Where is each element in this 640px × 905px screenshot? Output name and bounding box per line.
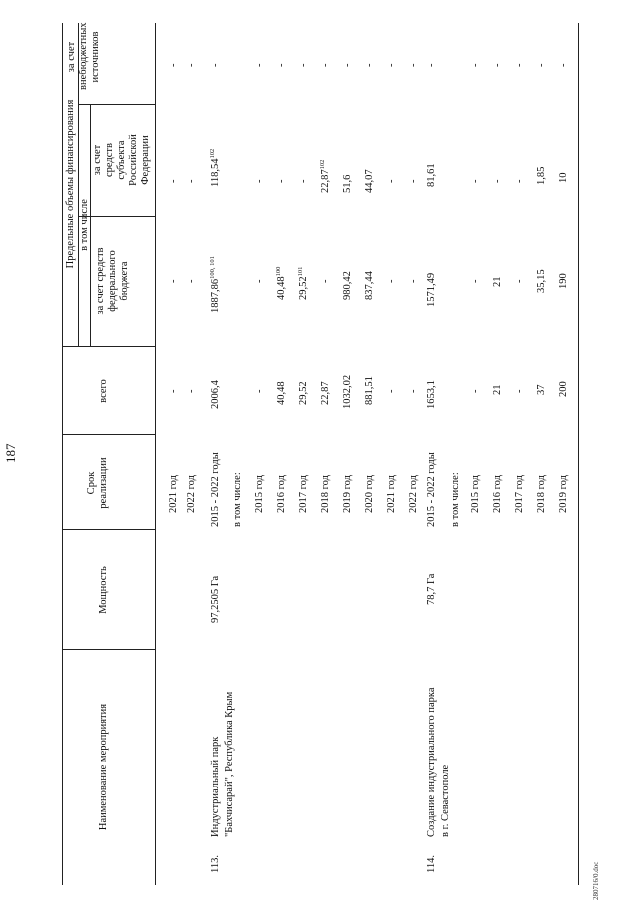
p114-row-year: 2019 год: [558, 475, 569, 513]
p113-row-federal: -: [254, 279, 265, 283]
p113-row-subject: -: [254, 179, 265, 183]
p113-name-line2: "Бахчисарай", Республика Крым: [224, 691, 235, 837]
footer-doc-id: 280716/0.doc: [592, 861, 600, 900]
p113-row-total: -: [386, 389, 397, 393]
p113-sub-label: в том числе:: [232, 472, 243, 527]
p113-row-subject: -: [386, 179, 397, 183]
cont-total: -: [186, 389, 197, 393]
col-divider-2: [62, 529, 155, 530]
header-bottom-rule: [155, 23, 156, 885]
cont-year: 2021 год: [168, 475, 179, 513]
p113-row-year: 2018 год: [320, 475, 331, 513]
p113-row-extra: -: [342, 63, 353, 67]
p114-name-line2: в г. Севастополе: [440, 764, 451, 837]
p113-row-federal: -: [320, 279, 331, 283]
cont-total: -: [168, 389, 179, 393]
p113-row-total: 22,87: [320, 381, 331, 405]
p114-row-subject: 1,85: [536, 166, 547, 185]
p113-subject: 118,54$^{102}$: [209, 148, 221, 187]
cont-federal: -: [186, 279, 197, 283]
p113-row-extra: -: [276, 63, 287, 67]
p114-row-federal: -: [470, 279, 481, 283]
table-top-rule: [62, 23, 63, 885]
p114-row-federal: 35,15: [536, 269, 547, 293]
p113-row-year: 2022 год: [408, 475, 419, 513]
p113-capacity: 97,2505 Га: [210, 575, 221, 623]
p114-row-federal: 190: [558, 273, 569, 289]
p113-name-line1: Индустриальный парк: [210, 736, 221, 837]
p113-row-extra: -: [254, 63, 265, 67]
p114-extra: -: [426, 63, 437, 67]
header-subject: за счет средств субъекта Российской Федерации: [92, 134, 151, 186]
header-total: всего: [98, 379, 109, 403]
p114-row-year: 2015 год: [470, 475, 481, 513]
p113-row-year: 2021 год: [386, 475, 397, 513]
page-number: 187: [3, 443, 18, 463]
header-federal: за счет средств федерального бюджета: [95, 247, 130, 315]
p113-row-federal: -: [408, 279, 419, 283]
p113-row-total: -: [408, 389, 419, 393]
p113-row-subject: 44,07: [364, 169, 375, 193]
p114-row-extra: -: [514, 63, 525, 67]
p113-row-federal: -: [386, 279, 397, 283]
p113-total: 2006,4: [210, 380, 221, 409]
p114-sub-label: в том числе:: [450, 472, 461, 527]
p114-row-subject: -: [492, 179, 503, 183]
p113-row-extra: -: [364, 63, 375, 67]
table-bottom-rule: [578, 23, 579, 885]
p113-row-subject: -: [298, 179, 309, 183]
p114-row-extra: -: [536, 63, 547, 67]
p114-period: 2015 - 2022 годы: [426, 452, 437, 527]
p113-row-subject: 22,87$^{102}$: [319, 159, 331, 193]
p114-row-total: 21: [492, 384, 503, 395]
p113-row-subject: 51,6: [342, 174, 353, 193]
p114-subject: 81,61: [426, 163, 437, 187]
p113-row-federal: 837,44: [364, 271, 375, 300]
p113-row-subject: -: [276, 179, 287, 183]
cont-extra: -: [186, 63, 197, 67]
p114-capacity: 78,7 Га: [426, 573, 437, 605]
p113-row-year: 2019 год: [342, 475, 353, 513]
header-capacity: Мощность: [98, 566, 109, 614]
p114-row-total: 200: [558, 381, 569, 397]
header-name: Наименование мероприятия: [98, 703, 109, 831]
p113-row-year: 2016 год: [276, 475, 287, 513]
p113-row-total: 29,52: [298, 381, 309, 405]
cont-federal: -: [168, 279, 179, 283]
p113-row-federal: 29,52$^{101}$: [297, 266, 309, 300]
p113-row-extra: -: [298, 63, 309, 67]
cont-subject: -: [168, 179, 179, 183]
p113-federal-footnote: 100, 101: [209, 256, 216, 279]
header-funding-title: Предельные объемы финансирования: [65, 99, 76, 269]
header-including: в том числе: [79, 199, 90, 251]
p113-row-extra: -: [386, 63, 397, 67]
p114-row-total: 37: [536, 384, 547, 395]
p113-row-federal: 980,42: [342, 271, 353, 300]
col-divider-1: [62, 649, 155, 650]
p114-row-year: 2017 год: [514, 475, 525, 513]
p114-number: 114.: [426, 855, 437, 873]
p113-row-total: 1032,02: [342, 374, 353, 409]
p113-number: 113.: [210, 855, 221, 873]
p114-row-extra: -: [470, 63, 481, 67]
p113-extra: -: [210, 63, 221, 67]
p114-row-federal: 21: [492, 276, 503, 287]
p113-subject-footnote: 102: [209, 148, 216, 159]
p114-total: 1653,1: [426, 380, 437, 409]
header-extra: за счет внебюджетных источников: [66, 22, 101, 90]
p113-row-total: -: [254, 389, 265, 393]
p113-row-year: 2020 год: [364, 475, 375, 513]
p113-period: 2015 - 2022 годы: [210, 452, 221, 527]
p114-row-subject: -: [514, 179, 525, 183]
p114-row-total: -: [470, 389, 481, 393]
p114-row-year: 2018 год: [536, 475, 547, 513]
p113-federal: 1887,86$^{100, 101}$: [209, 256, 221, 313]
p113-row-extra: -: [408, 63, 419, 67]
p113-row-extra: -: [320, 63, 331, 67]
p114-row-year: 2016 год: [492, 475, 503, 513]
p114-row-federal: -: [514, 279, 525, 283]
p113-row-total: 881,51: [364, 376, 375, 405]
header-period: Срок реализации: [86, 457, 109, 509]
p113-row-year: 2017 год: [298, 475, 309, 513]
col-divider-4: [62, 346, 155, 347]
p113-row-total: 40,48: [276, 381, 287, 405]
p114-name-line1: Создание индустриального парка: [426, 687, 437, 837]
cont-subject: -: [186, 179, 197, 183]
cont-year: 2022 год: [186, 475, 197, 513]
p113-row-federal: 40,48$^{100}$: [275, 266, 287, 300]
p113-row-year: 2015 год: [254, 475, 265, 513]
cont-extra: -: [168, 63, 179, 67]
col-divider-3: [62, 434, 155, 435]
p114-row-total: -: [514, 389, 525, 393]
p114-row-subject: 10: [558, 172, 569, 183]
p114-federal: 1571,49: [426, 272, 437, 307]
p114-row-extra: -: [492, 63, 503, 67]
p113-row-subject: -: [408, 179, 419, 183]
p114-row-extra: -: [558, 63, 569, 67]
p114-row-subject: -: [470, 179, 481, 183]
